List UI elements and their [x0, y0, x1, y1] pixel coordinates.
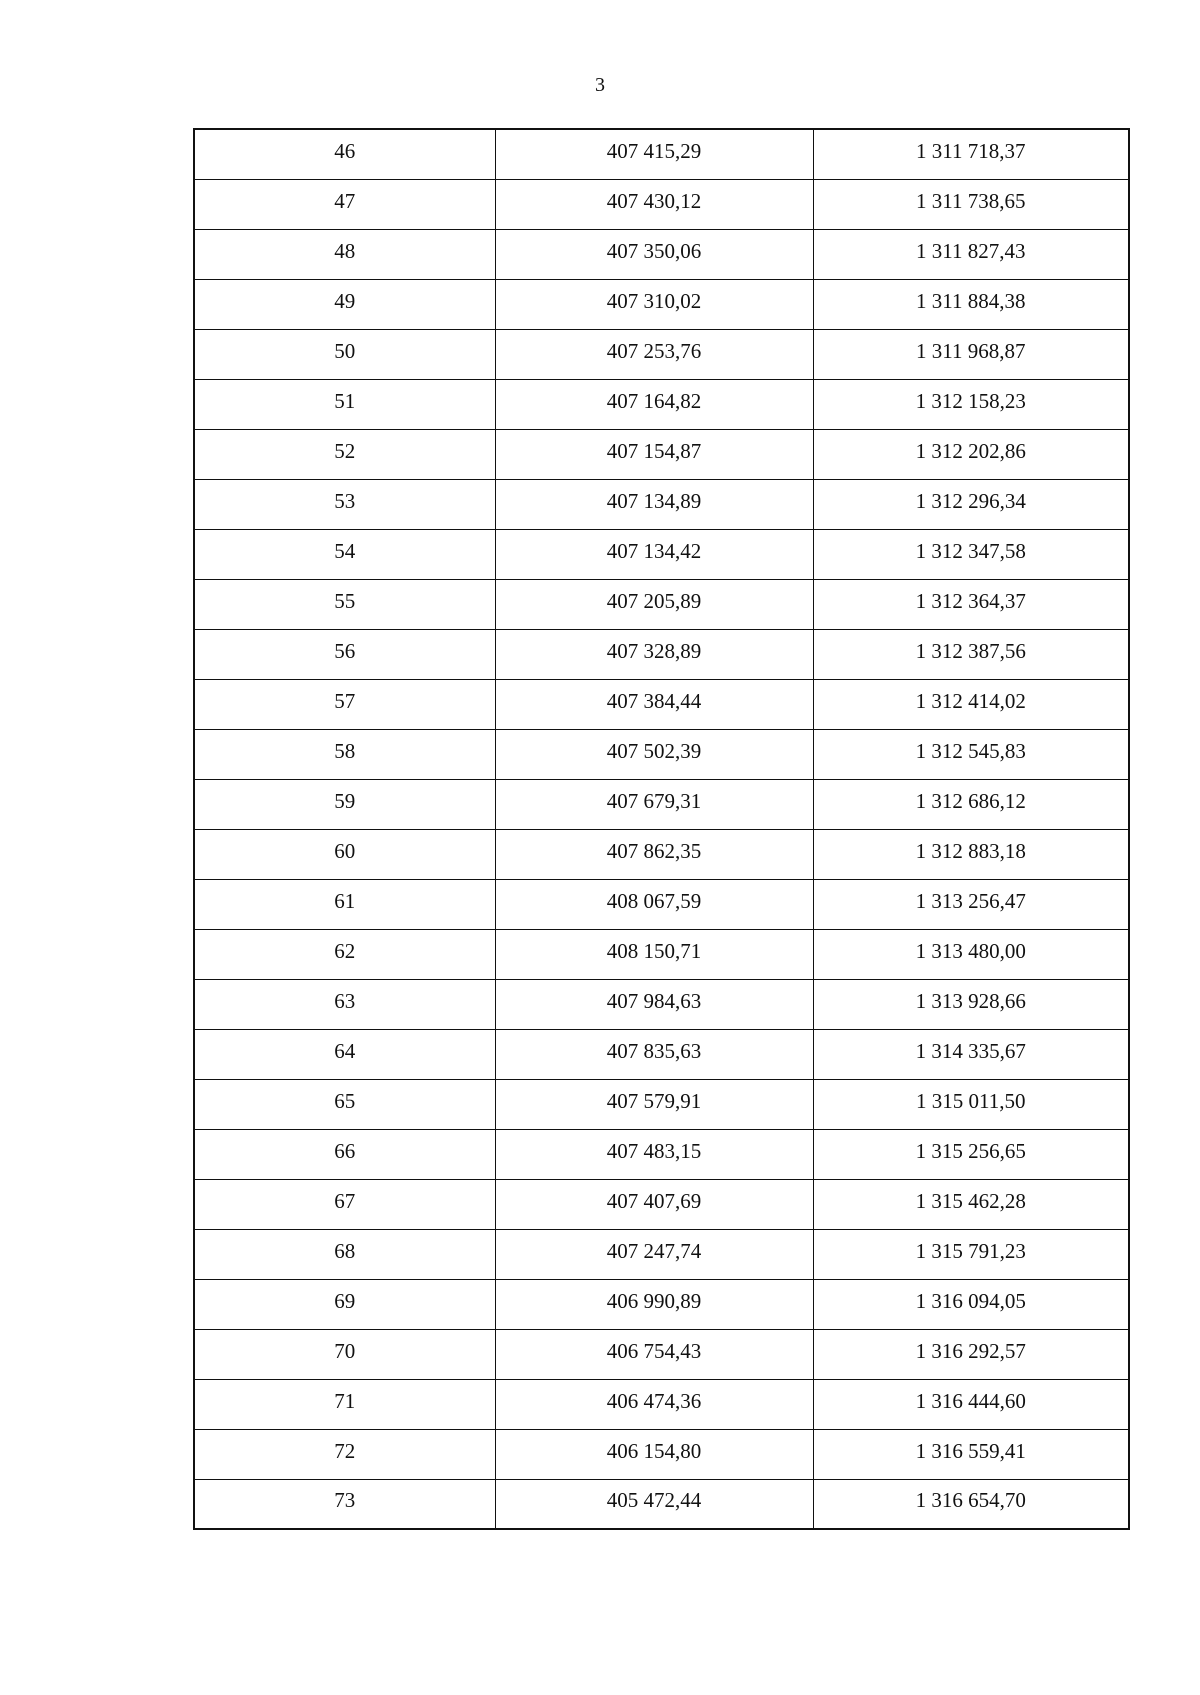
point-number-cell: 51: [194, 379, 495, 429]
y-coordinate-cell: 1 311 827,43: [813, 229, 1129, 279]
point-number-cell: 72: [194, 1429, 495, 1479]
point-number-cell: 50: [194, 329, 495, 379]
y-coordinate-cell: 1 311 968,87: [813, 329, 1129, 379]
point-number-cell: 57: [194, 679, 495, 729]
y-coordinate-cell: 1 313 928,66: [813, 979, 1129, 1029]
table-row: [194, 729, 1129, 779]
x-coordinate-cell: 407 984,63: [495, 979, 813, 1029]
y-coordinate-cell: 1 311 884,38: [813, 279, 1129, 329]
y-coordinate-cell: 1 313 480,00: [813, 929, 1129, 979]
point-number-cell: 65: [194, 1079, 495, 1129]
point-number-cell: 68: [194, 1229, 495, 1279]
y-coordinate-cell: 1 312 158,23: [813, 379, 1129, 429]
x-coordinate-cell: 406 154,80: [495, 1429, 813, 1479]
coordinates-table-body: [194, 129, 1129, 1529]
x-coordinate-cell: 406 474,36: [495, 1379, 813, 1429]
x-coordinate-cell: 407 154,87: [495, 429, 813, 479]
table-row: [194, 229, 1129, 279]
x-coordinate-cell: 407 350,06: [495, 229, 813, 279]
point-number-cell: 55: [194, 579, 495, 629]
y-coordinate-cell: 1 315 791,23: [813, 1229, 1129, 1279]
table-row: [194, 1079, 1129, 1129]
x-coordinate-cell: 407 253,76: [495, 329, 813, 379]
table-row: [194, 629, 1129, 679]
x-coordinate-cell: 407 679,31: [495, 779, 813, 829]
x-coordinate-cell: 406 990,89: [495, 1279, 813, 1329]
point-number-cell: 71: [194, 1379, 495, 1429]
table-row: [194, 429, 1129, 479]
point-number-cell: 66: [194, 1129, 495, 1179]
point-number-cell: 49: [194, 279, 495, 329]
point-number-cell: 48: [194, 229, 495, 279]
table-row: [194, 1129, 1129, 1179]
point-number-cell: 47: [194, 179, 495, 229]
y-coordinate-cell: 1 311 718,37: [813, 129, 1129, 179]
table-row: [194, 1179, 1129, 1229]
table-row: [194, 1379, 1129, 1429]
table-row: [194, 679, 1129, 729]
table-row: [194, 1329, 1129, 1379]
table-row: [194, 179, 1129, 229]
table-row: [194, 279, 1129, 329]
table-row: [194, 529, 1129, 579]
x-coordinate-cell: 407 205,89: [495, 579, 813, 629]
point-number-cell: 73: [194, 1479, 495, 1529]
y-coordinate-cell: 1 312 686,12: [813, 779, 1129, 829]
point-number-cell: 62: [194, 929, 495, 979]
table-row: [194, 1479, 1129, 1529]
x-coordinate-cell: 405 472,44: [495, 1479, 813, 1529]
x-coordinate-cell: 407 134,89: [495, 479, 813, 529]
point-number-cell: 46: [194, 129, 495, 179]
table-row: [194, 1229, 1129, 1279]
x-coordinate-cell: 407 483,15: [495, 1129, 813, 1179]
point-number-cell: 64: [194, 1029, 495, 1079]
point-number-cell: 58: [194, 729, 495, 779]
page-number: 3: [595, 74, 605, 96]
point-number-cell: 63: [194, 979, 495, 1029]
y-coordinate-cell: 1 315 462,28: [813, 1179, 1129, 1229]
y-coordinate-cell: 1 315 011,50: [813, 1079, 1129, 1129]
y-coordinate-cell: 1 316 094,05: [813, 1279, 1129, 1329]
point-number-cell: 69: [194, 1279, 495, 1329]
table-row: [194, 479, 1129, 529]
table-row: [194, 579, 1129, 629]
x-coordinate-cell: 407 310,02: [495, 279, 813, 329]
table-row: [194, 1429, 1129, 1479]
x-coordinate-cell: 407 502,39: [495, 729, 813, 779]
x-coordinate-cell: 407 579,91: [495, 1079, 813, 1129]
point-number-cell: 53: [194, 479, 495, 529]
y-coordinate-cell: 1 312 883,18: [813, 829, 1129, 879]
y-coordinate-cell: 1 312 387,56: [813, 629, 1129, 679]
y-coordinate-cell: 1 316 444,60: [813, 1379, 1129, 1429]
point-number-cell: 61: [194, 879, 495, 929]
x-coordinate-cell: 407 862,35: [495, 829, 813, 879]
table-row: [194, 1279, 1129, 1329]
y-coordinate-cell: 1 311 738,65: [813, 179, 1129, 229]
y-coordinate-cell: 1 313 256,47: [813, 879, 1129, 929]
table-row: [194, 329, 1129, 379]
y-coordinate-cell: 1 316 292,57: [813, 1329, 1129, 1379]
x-coordinate-cell: 406 754,43: [495, 1329, 813, 1379]
x-coordinate-cell: 407 430,12: [495, 179, 813, 229]
table-row: [194, 379, 1129, 429]
x-coordinate-cell: 407 384,44: [495, 679, 813, 729]
table-row: [194, 829, 1129, 879]
y-coordinate-cell: 1 316 654,70: [813, 1479, 1129, 1529]
point-number-cell: 67: [194, 1179, 495, 1229]
x-coordinate-cell: 407 134,42: [495, 529, 813, 579]
x-coordinate-cell: 407 835,63: [495, 1029, 813, 1079]
table-row: [194, 929, 1129, 979]
point-number-cell: 52: [194, 429, 495, 479]
y-coordinate-cell: 1 312 296,34: [813, 479, 1129, 529]
point-number-cell: 59: [194, 779, 495, 829]
point-number-cell: 70: [194, 1329, 495, 1379]
y-coordinate-cell: 1 316 559,41: [813, 1429, 1129, 1479]
x-coordinate-cell: 408 150,71: [495, 929, 813, 979]
table-row: [194, 1029, 1129, 1079]
y-coordinate-cell: 1 312 347,58: [813, 529, 1129, 579]
point-number-cell: 56: [194, 629, 495, 679]
y-coordinate-cell: 1 314 335,67: [813, 1029, 1129, 1079]
y-coordinate-cell: 1 312 364,37: [813, 579, 1129, 629]
table-row: [194, 779, 1129, 829]
y-coordinate-cell: 1 312 545,83: [813, 729, 1129, 779]
x-coordinate-cell: 407 328,89: [495, 629, 813, 679]
coordinates-table: [193, 128, 1130, 1530]
y-coordinate-cell: 1 315 256,65: [813, 1129, 1129, 1179]
point-number-cell: 60: [194, 829, 495, 879]
y-coordinate-cell: 1 312 202,86: [813, 429, 1129, 479]
x-coordinate-cell: 408 067,59: [495, 879, 813, 929]
x-coordinate-cell: 407 164,82: [495, 379, 813, 429]
x-coordinate-cell: 407 247,74: [495, 1229, 813, 1279]
y-coordinate-cell: 1 312 414,02: [813, 679, 1129, 729]
table-row: [194, 879, 1129, 929]
point-number-cell: 54: [194, 529, 495, 579]
x-coordinate-cell: 407 415,29: [495, 129, 813, 179]
table-row: [194, 129, 1129, 179]
table-row: [194, 979, 1129, 1029]
x-coordinate-cell: 407 407,69: [495, 1179, 813, 1229]
